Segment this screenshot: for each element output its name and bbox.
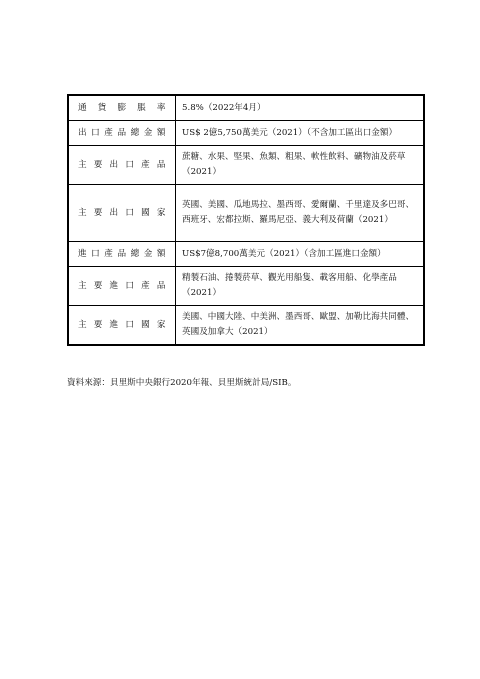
row-value-main-imports: 精製石油、捲製菸草、觀光用船隻、載客用船、化學產品（2021） bbox=[176, 267, 425, 306]
row-label-main-exports: 主要出口產品 bbox=[68, 146, 176, 185]
table-row bbox=[68, 267, 424, 306]
row-value-export-total: US$ 2億5,750萬美元（2021）（不含加工區出口金額） bbox=[176, 121, 425, 146]
table-row bbox=[68, 146, 424, 185]
row-value-main-exports: 蔗糖、水果、堅果、魚類、粗果、軟性飲料、礦物油及菸草（2021） bbox=[176, 146, 425, 185]
table-row bbox=[68, 185, 424, 242]
economic-data-table bbox=[67, 94, 425, 346]
row-value-import-total: US$7億8,700萬美元（2021）（含加工區進口金額） bbox=[176, 242, 425, 267]
table-row bbox=[68, 95, 424, 121]
row-label-export-countries: 主要出口國家 bbox=[68, 185, 176, 242]
row-label-inflation: 通貨膨脹率 bbox=[68, 95, 176, 121]
row-value-export-countries: 英國、美國、瓜地馬拉、墨西哥、愛爾蘭、千里達及多巴哥、西班牙、宏都拉斯、羅馬尼亞、義大利及荷蘭（2021） bbox=[176, 185, 425, 242]
table-row bbox=[68, 121, 424, 146]
row-value-inflation: 5.8%（2022年4月） bbox=[176, 95, 425, 121]
row-label-import-countries: 主要進口國家 bbox=[68, 306, 176, 346]
table-row bbox=[68, 306, 424, 346]
row-label-main-imports: 主要進口產品 bbox=[68, 267, 176, 306]
row-label-import-total: 進口產品總金額 bbox=[68, 242, 176, 267]
row-value-import-countries: 美國、中國大陸、中美洲、墨西哥、歐盟、加勒比海共同體、英國及加拿大（2021） bbox=[176, 306, 425, 346]
source-note: 資料來源：貝里斯中央銀行2020年報、貝里斯統計局/SIB。 bbox=[67, 378, 297, 388]
row-label-export-total: 出口產品總金額 bbox=[68, 121, 176, 146]
table-row bbox=[68, 242, 424, 267]
